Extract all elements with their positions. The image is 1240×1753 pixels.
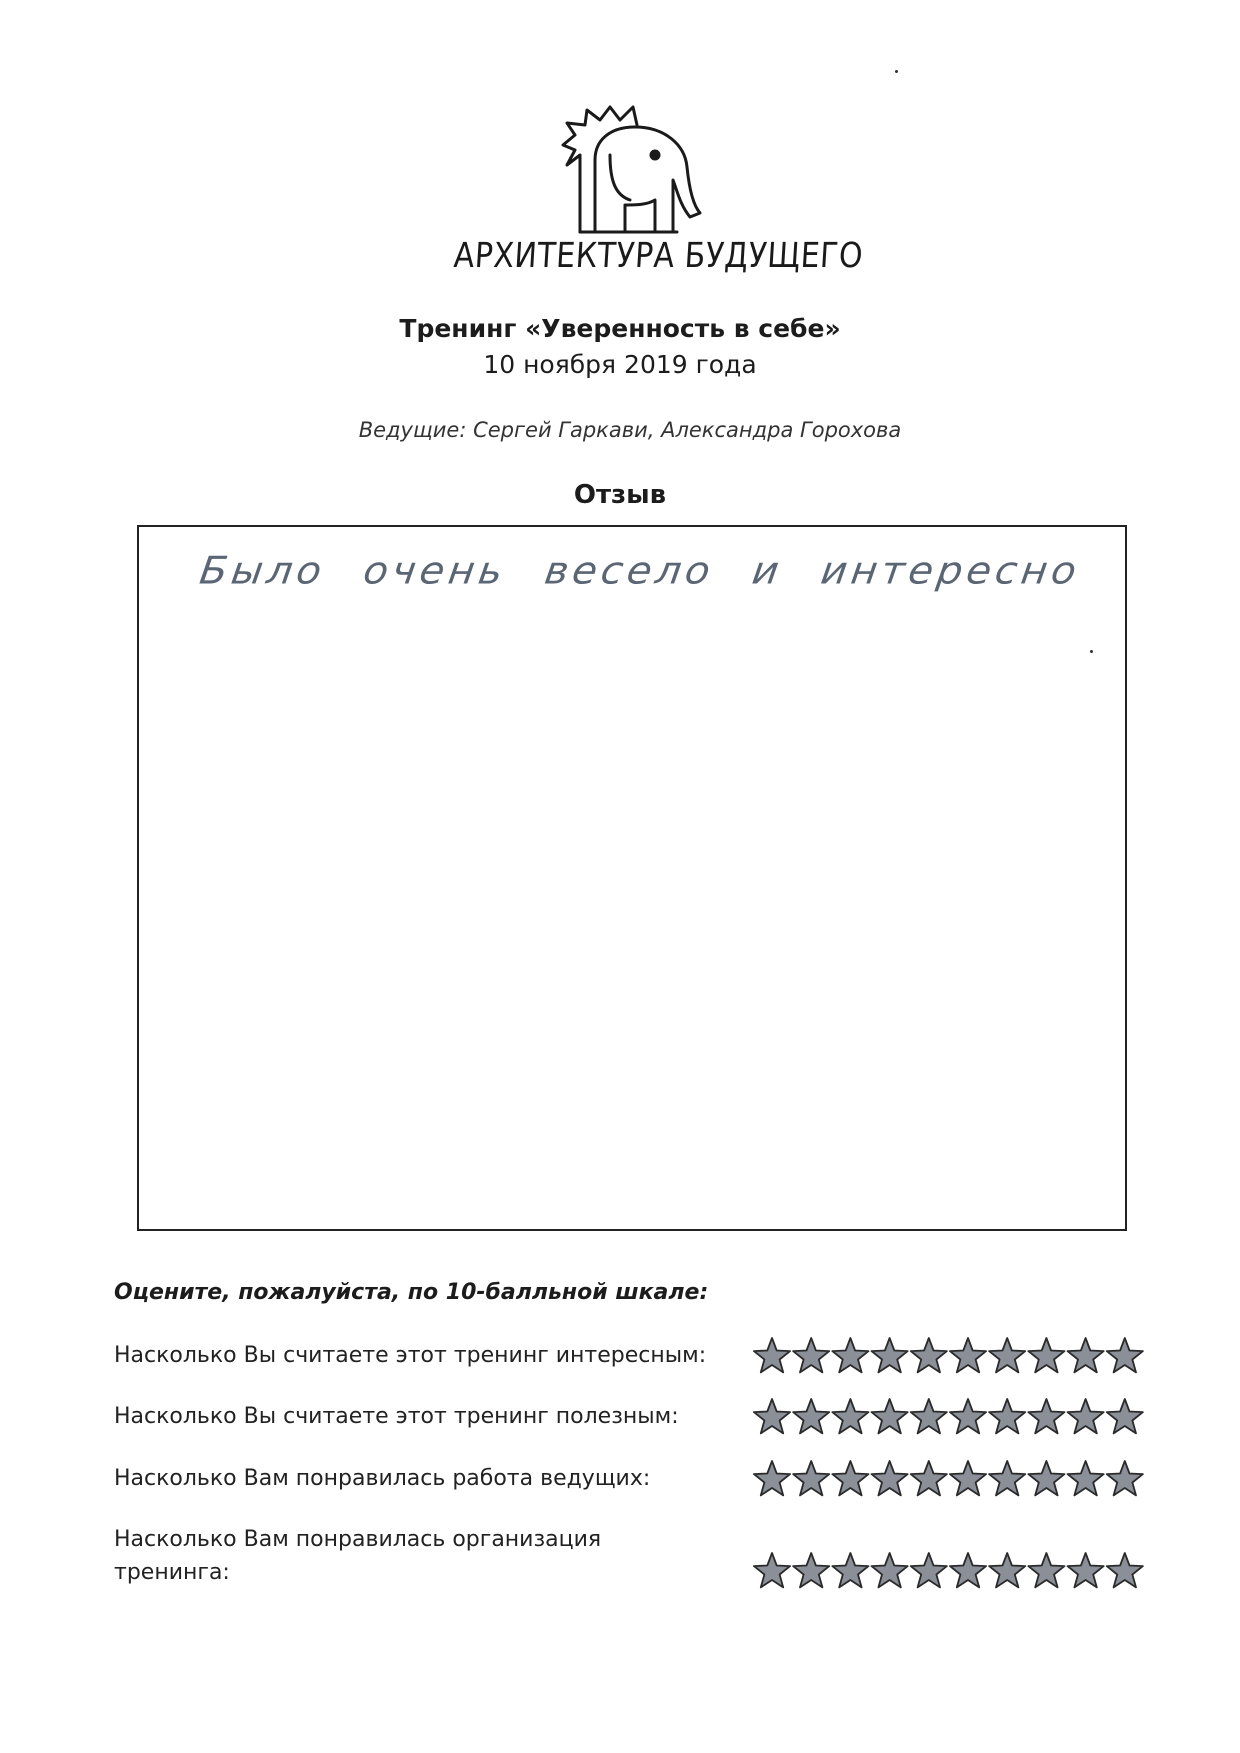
- question-useful: Насколько Вы считаете этот тренинг полезным:: [114, 1404, 679, 1429]
- brand-name: АРХИТЕКТУРА БУДУЩЕГО: [452, 236, 865, 277]
- star-icon[interactable]: [1028, 1461, 1064, 1495]
- star-icon[interactable]: [754, 1461, 790, 1495]
- scan-speck: [895, 70, 898, 73]
- star-icon[interactable]: [989, 1461, 1025, 1495]
- star-icon[interactable]: [793, 1399, 829, 1433]
- star-icon[interactable]: [989, 1553, 1025, 1587]
- star-icon[interactable]: [950, 1553, 986, 1587]
- star-icon[interactable]: [911, 1553, 947, 1587]
- page-title: Тренинг «Уверенность в себе»: [399, 314, 841, 343]
- star-icon[interactable]: [911, 1399, 947, 1433]
- rating-stars-organization[interactable]: [752, 1551, 1148, 1591]
- star-icon[interactable]: [950, 1338, 986, 1372]
- rating-heading: Оцените, пожалуйста, по 10-балльной шкале:: [114, 1280, 709, 1305]
- star-icon[interactable]: [872, 1461, 908, 1495]
- star-icon[interactable]: [1068, 1399, 1104, 1433]
- star-icon[interactable]: [1068, 1338, 1104, 1372]
- hosts-line: Ведущие: Сергей Гаркави, Александра Горохова: [358, 418, 902, 442]
- star-icon[interactable]: [1107, 1399, 1143, 1433]
- star-icon[interactable]: [950, 1399, 986, 1433]
- question-interesting: Насколько Вы считаете этот тренинг интересным:: [114, 1343, 707, 1368]
- elephant-logo-icon: [555, 105, 715, 235]
- star-icon[interactable]: [989, 1338, 1025, 1372]
- star-icon[interactable]: [872, 1553, 908, 1587]
- question-hosts: Насколько Вам понравилась работа ведущих:: [114, 1466, 651, 1491]
- rating-stars-hosts[interactable]: [752, 1459, 1148, 1499]
- star-icon[interactable]: [1107, 1338, 1143, 1372]
- star-icon[interactable]: [1028, 1553, 1064, 1587]
- star-icon[interactable]: [872, 1338, 908, 1372]
- event-date: 10 ноября 2019 года: [483, 350, 757, 379]
- star-icon[interactable]: [1068, 1553, 1104, 1587]
- feedback-heading: Отзыв: [573, 480, 667, 510]
- star-icon[interactable]: [832, 1338, 868, 1372]
- star-icon[interactable]: [832, 1461, 868, 1495]
- rating-stars-interesting[interactable]: [752, 1336, 1148, 1376]
- star-icon[interactable]: [872, 1399, 908, 1433]
- question-organization: [114, 1523, 694, 1589]
- star-icon[interactable]: [754, 1399, 790, 1433]
- rating-stars-useful[interactable]: [752, 1397, 1148, 1437]
- star-icon[interactable]: [793, 1338, 829, 1372]
- feedback-text: Было очень весело и интересно: [196, 549, 1083, 593]
- star-icon[interactable]: [911, 1461, 947, 1495]
- star-icon[interactable]: [1028, 1399, 1064, 1433]
- star-icon[interactable]: [832, 1399, 868, 1433]
- star-icon[interactable]: [989, 1399, 1025, 1433]
- star-icon[interactable]: [1028, 1338, 1064, 1372]
- question-organization-label: Насколько Вам понравилась организация тренинга:: [114, 1527, 602, 1585]
- feedback-textarea[interactable]: [137, 525, 1127, 1231]
- star-icon[interactable]: [832, 1553, 868, 1587]
- star-icon[interactable]: [793, 1553, 829, 1587]
- star-icon[interactable]: [911, 1338, 947, 1372]
- star-icon[interactable]: [1068, 1461, 1104, 1495]
- star-icon[interactable]: [1107, 1553, 1143, 1587]
- star-icon[interactable]: [950, 1461, 986, 1495]
- star-icon[interactable]: [793, 1461, 829, 1495]
- star-icon[interactable]: [754, 1553, 790, 1587]
- star-icon[interactable]: [754, 1338, 790, 1372]
- star-icon[interactable]: [1107, 1461, 1143, 1495]
